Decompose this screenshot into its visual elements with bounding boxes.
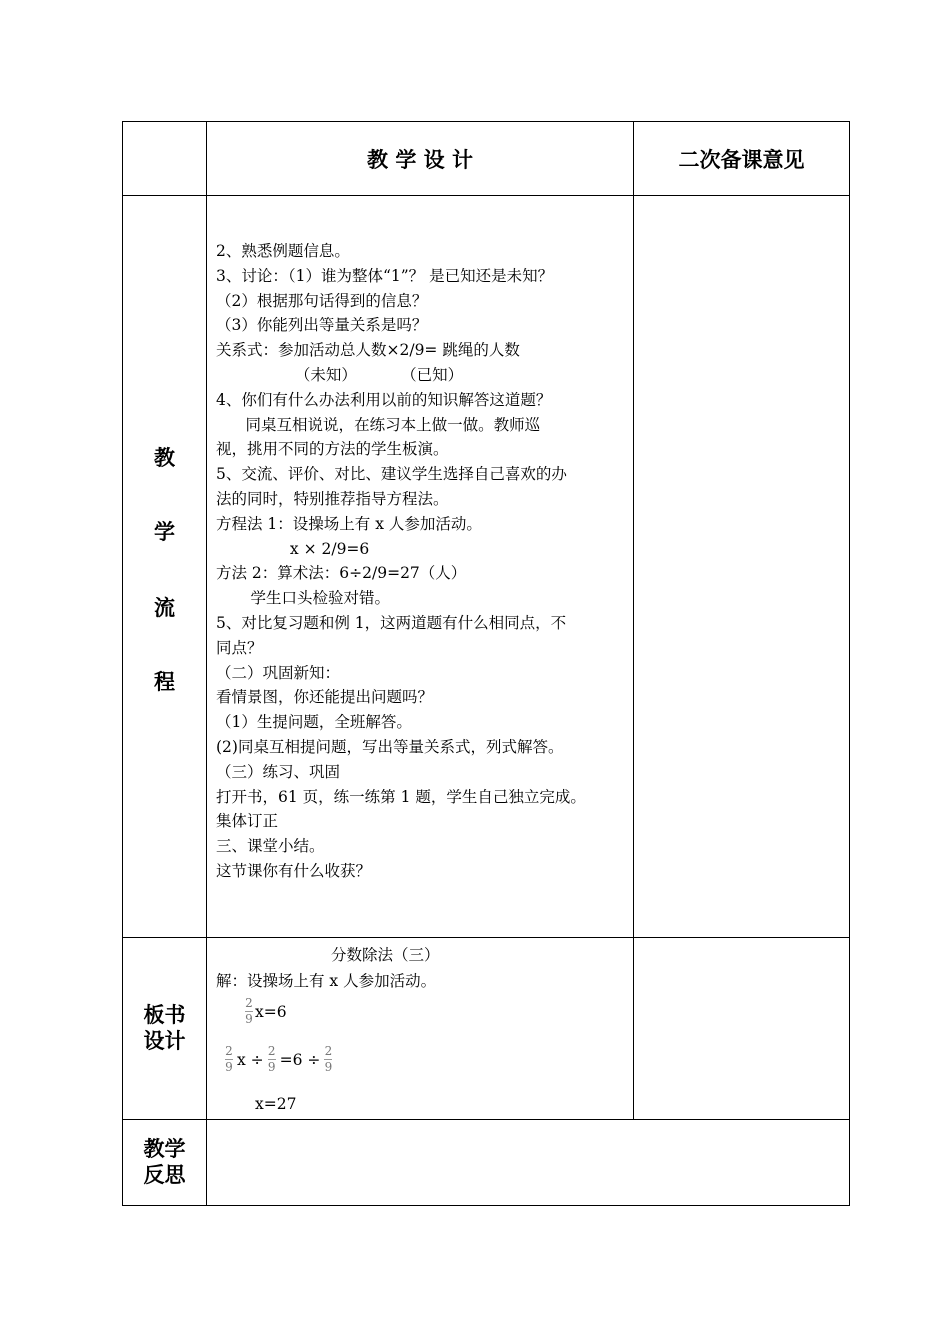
process-line: 看情景图，你还能提出问题吗？ [216, 688, 434, 707]
board-label-line: 板书 [143, 1003, 186, 1027]
fraction-two-ninths [225, 1044, 233, 1075]
notes-board-cell [634, 938, 849, 1119]
process-line: 3、讨论：（1）谁为整体“1”？ 是已知还是未知？ [216, 266, 554, 285]
notes-header [634, 122, 849, 195]
fraction-denominator: 9 [267, 1060, 276, 1074]
fraction-numerator: 2 [324, 1044, 333, 1058]
fraction-two-ninths [268, 1044, 276, 1075]
process-line: （未知） （已知） [216, 365, 464, 384]
reflection-label [123, 1136, 206, 1188]
process-line: （2）根据那句话得到的信息？ [216, 291, 428, 310]
process-line: 5、交流、评价、对比、建议学生选择自己喜欢的办 [216, 465, 567, 484]
fraction-numerator: 2 [245, 996, 253, 1010]
process-line: 视，挑用不同的方法的学生板演。 [216, 440, 449, 459]
reflection-content-cell [207, 1120, 849, 1205]
process-line: 方法 2：算术法：6÷2/9=27（人） [216, 564, 467, 583]
notes-header-text: 二次备课意见 [678, 147, 805, 172]
reflection-label-line: 反思 [143, 1163, 186, 1187]
fraction-denominator: 9 [245, 1012, 253, 1026]
process-label-char: 学 [154, 520, 175, 544]
board-label [123, 1002, 206, 1054]
fraction-two-ninths [245, 996, 253, 1027]
process-label-char: 程 [154, 670, 175, 694]
fraction-two-ninths [324, 1044, 332, 1075]
board-design-content [207, 938, 633, 1119]
process-line: 三、课堂小结。 [216, 837, 325, 856]
board-title: 分数除法（三） [331, 946, 440, 964]
board-equation-2 [223, 1044, 334, 1075]
process-line: 这节课你有什么收获？ [216, 861, 372, 880]
process-line: （二）巩固新知： [216, 663, 341, 682]
fraction-denominator: 9 [225, 1060, 233, 1074]
process-line: 2、熟悉例题信息。 [216, 242, 350, 260]
equation-text: x=6 [255, 1002, 287, 1021]
process-line: （1）生提问题，全班解答。 [216, 713, 412, 732]
process-line: 4、你们有什么办法利用以前的知识解答这道题？ [216, 390, 552, 409]
process-line: （3）你能列出等量关系是吗？ [216, 316, 428, 335]
process-line: 学生口头检验对错。 [216, 589, 390, 608]
process-label-char: 教 [154, 446, 175, 470]
reflection-label-line: 教学 [143, 1137, 186, 1161]
board-equation-3: x=27 [255, 1095, 297, 1113]
equation-text: =6 ÷ [279, 1050, 321, 1069]
equation-text: x ÷ [237, 1050, 264, 1069]
board-equation-1 [243, 996, 287, 1027]
process-line: 5、对比复习题和例 1，这两道题有什么相同点，不 [216, 613, 567, 632]
board-solution-line: 解：设操场上有 x 人参加活动。 [216, 972, 437, 990]
design-header-text: 教 学 设 计 [367, 147, 473, 172]
process-label-char: 流 [154, 596, 175, 620]
process-line: x × 2/9=6 [216, 539, 370, 558]
process-line: 同点？ [216, 638, 263, 657]
process-line: （三）练习、巩固 [216, 762, 341, 781]
process-line: 方程法 1：设操场上有 x 人参加活动。 [216, 514, 482, 533]
fraction-denominator: 9 [324, 1060, 333, 1074]
notes-process-cell [634, 196, 849, 937]
board-label-line: 设计 [143, 1029, 186, 1053]
process-line: 集体订正 [216, 812, 279, 831]
teaching-process-content [207, 239, 633, 929]
fraction-numerator: 2 [267, 1044, 276, 1058]
fraction-numerator: 2 [225, 1044, 233, 1058]
design-header [207, 122, 633, 195]
process-line: 打开书，61 页，练一练第 1 题，学生自己独立完成。 [216, 787, 586, 806]
process-line: (2)同桌互相提问题，写出等量关系式，列式解答。 [216, 737, 564, 756]
lesson-plan-table [122, 121, 850, 1206]
process-line: 法的同时，特别推荐指导方程法。 [216, 489, 449, 508]
process-line: 关系式：参加活动总人数×2/9= 跳绳的人数 [216, 341, 520, 360]
process-label [123, 196, 206, 937]
process-line: 同桌互相说说，在练习本上做一做。教师巡 [216, 415, 541, 434]
